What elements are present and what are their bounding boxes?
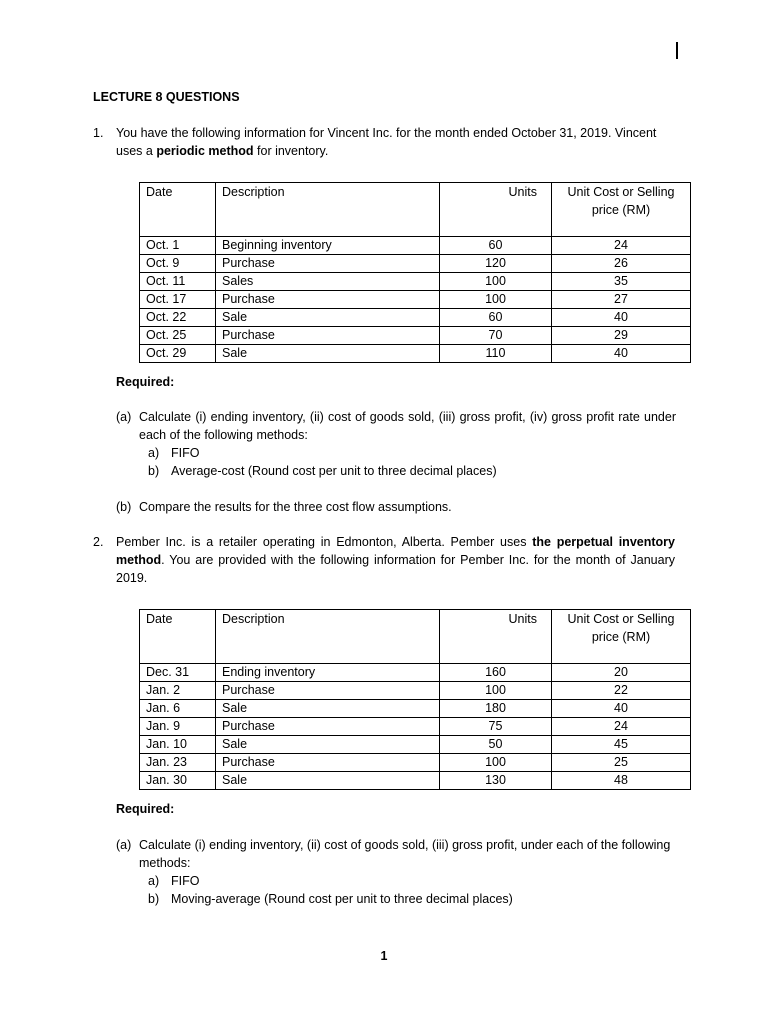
question-2: [93, 533, 675, 587]
column-header-units: Units: [440, 610, 552, 664]
table-row: Oct. 1 Beginning inventory 60 24: [140, 237, 691, 255]
table-row: Oct. 17 Purchase 100 27: [140, 291, 691, 309]
list-item: b) Average-cost (Round cost per unit to three decimal places): [148, 464, 497, 478]
part-label: (a): [116, 838, 132, 852]
question-1: [93, 124, 675, 160]
table-header-row: [140, 610, 691, 664]
question-text: Pember Inc. is a retailer operating in Edmonton, Alberta. Pember uses the perpetual inventory method. You are provided with the following information for Pember Inc. for the month of January 2019.: [116, 535, 675, 585]
part-text: Calculate (i) ending inventory, (ii) cost of goods sold, (iii) gross profit, (iv) gross profit rate under each of the following methods:: [139, 410, 676, 442]
question-text: You have the following information for Vincent Inc. for the month ended October 31, 2019. Vincent uses a periodic method for inventory.: [116, 126, 657, 158]
table-row: Oct. 25 Purchase 70 29: [140, 327, 691, 345]
part-a: [116, 408, 676, 444]
part-label: (b): [116, 500, 132, 514]
column-header-date: Date: [140, 610, 216, 664]
question-number: 1.: [93, 126, 104, 140]
part-label: (a): [116, 410, 132, 424]
question-number: 2.: [93, 535, 104, 549]
column-header-cost: Unit Cost or Selling price (RM): [552, 610, 691, 664]
required-heading: Required:: [116, 375, 175, 389]
table-row: Jan. 6 Sale 180 40: [140, 700, 691, 718]
inventory-table-q1: [139, 182, 691, 363]
table-row: Oct. 11 Sales 100 35: [140, 273, 691, 291]
text-cursor: [676, 42, 678, 59]
required-heading: Required:: [116, 802, 175, 816]
inventory-table-q2: [139, 609, 691, 790]
table-header-row: [140, 183, 691, 237]
page-number: 1: [380, 949, 388, 963]
emphasis: the perpetual inventory method: [116, 535, 675, 567]
list-item: a) FIFO: [148, 874, 200, 888]
list-item: b) Moving-average (Round cost per unit to three decimal places): [148, 892, 513, 906]
column-header-units: Units: [440, 183, 552, 237]
table-row: Dec. 31 Ending inventory 160 20: [140, 664, 691, 682]
emphasis: periodic method: [156, 144, 254, 158]
table-row: Jan. 2 Purchase 100 22: [140, 682, 691, 700]
column-header-description: Description: [216, 610, 440, 664]
table-row: Jan. 9 Purchase 75 24: [140, 718, 691, 736]
column-header-description: Description: [216, 183, 440, 237]
part-text: Calculate (i) ending inventory, (ii) cost of goods sold, (iii) gross profit, under each of the following methods:: [139, 838, 671, 870]
part-text: Compare the results for the three cost flow assumptions.: [139, 500, 452, 514]
table-row: Jan. 30 Sale 130 48: [140, 772, 691, 790]
table-row: Oct. 22 Sale 60 40: [140, 309, 691, 327]
column-header-date: Date: [140, 183, 216, 237]
list-item: a) FIFO: [148, 446, 200, 460]
table-row: Oct. 9 Purchase 120 26: [140, 255, 691, 273]
part-b: [116, 498, 676, 516]
page-title: LECTURE 8 QUESTIONS: [93, 90, 240, 104]
table-row: Jan. 23 Purchase 100 25: [140, 754, 691, 772]
table-row: Oct. 29 Sale 110 40: [140, 345, 691, 363]
table-row: Jan. 10 Sale 50 45: [140, 736, 691, 754]
part-a: [116, 836, 676, 872]
column-header-cost: Unit Cost or Selling price (RM): [552, 183, 691, 237]
